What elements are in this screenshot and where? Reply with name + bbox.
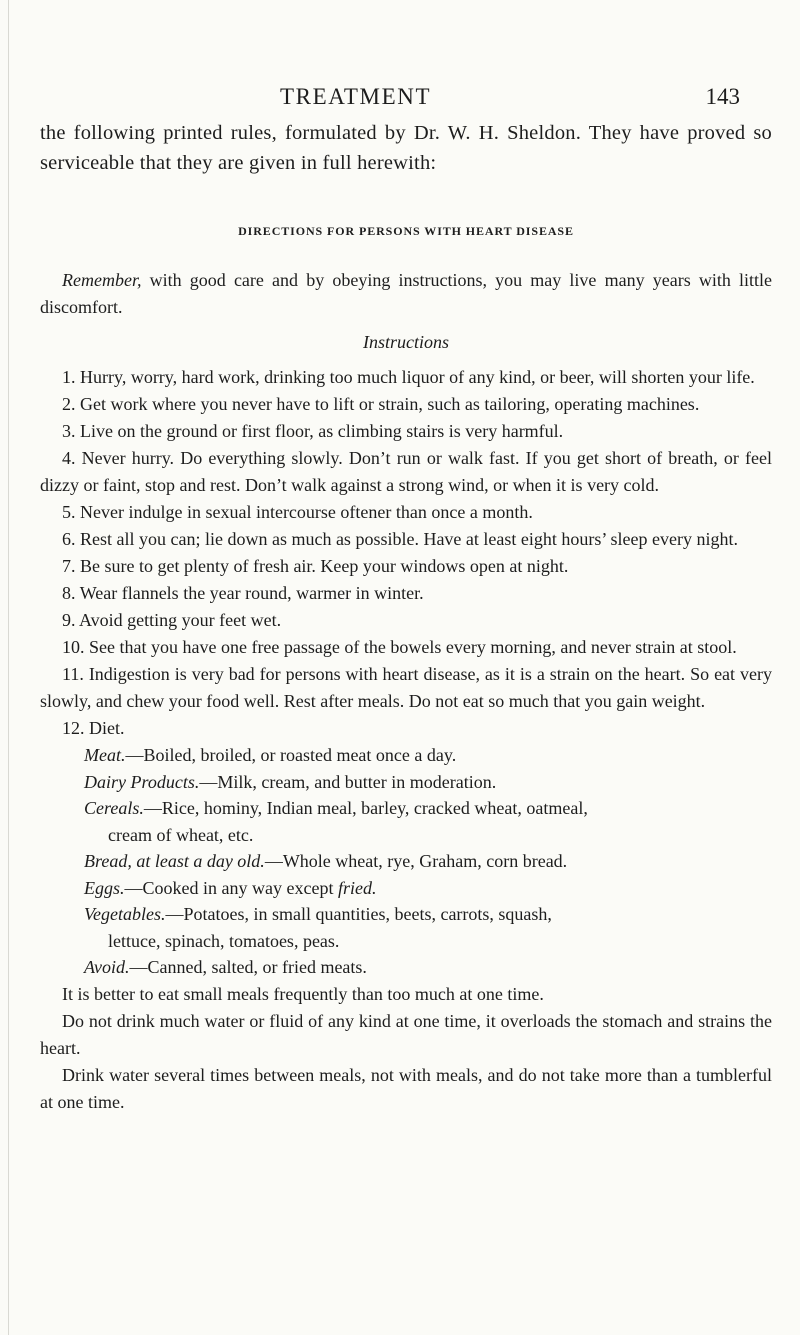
diet-text: —Cooked in any way except: [124, 877, 338, 898]
instructions-heading: Instructions: [362, 332, 449, 352]
item-number: 2.: [62, 394, 76, 414]
item-text: Hurry, worry, hard work, drinking too much liquor of any kind, or beer, will shorten your life.: [80, 367, 755, 387]
directions-title: DIRECTIONS FOR PERSONS WITH HEART DISEASE: [238, 224, 574, 238]
instruction-item: [40, 634, 772, 661]
item-number: 4.: [62, 448, 76, 468]
item-text: Avoid getting your feet wet.: [79, 610, 282, 630]
diet-label: Meat.: [84, 745, 126, 765]
diet-text: —Rice, hominy, Indian meal, barley, cracked wheat, oatmeal,: [143, 798, 588, 818]
diet-label: Cereals.: [84, 798, 144, 818]
diet-emphasis: fried.: [337, 877, 377, 898]
instruction-item: [40, 499, 772, 526]
item-text: Never indulge in sexual intercourse oftener than once a month.: [80, 502, 533, 522]
diet-entry: [40, 954, 772, 981]
item-number: 7.: [62, 556, 76, 576]
instruction-item: [40, 580, 772, 607]
item-text: Rest all you can; lie down as much as possible. Have at least eight hours’ sleep every night.: [80, 529, 739, 549]
item-number: 3.: [62, 421, 76, 441]
instruction-item: [40, 418, 772, 445]
closing-paragraph: Drink water several times between meals, not with meals, and do not take more than a tumblerful at one time.: [40, 1064, 772, 1112]
instruction-item: [40, 445, 772, 499]
instruction-item: [40, 607, 772, 634]
instruction-list: [40, 364, 772, 742]
closing-paragraph: It is better to eat small meals frequently than too much at one time.: [62, 983, 544, 1004]
diet-entry: [40, 742, 772, 769]
item-number: 1.: [62, 367, 76, 387]
diet-text: —Milk, cream, and butter in moderation.: [199, 771, 497, 792]
page-header: [0, 84, 800, 114]
instruction-item: [40, 364, 772, 391]
closing-paragraph: Do not drink much water or fluid of any kind at one time, it overloads the stomach and strains the heart.: [40, 1010, 772, 1058]
item-text: Never hurry. Do everything slowly. Don’t run or walk fast. If you get short of breath, or feel dizzy or faint, stop and rest. Don’t walk against a strong wind, or when it is very cold.: [40, 448, 773, 495]
item-text: Wear flannels the year round, warmer in winter.: [79, 583, 424, 603]
item-number: 5.: [62, 502, 76, 522]
diet-text: —Whole wheat, rye, Graham, corn bread.: [264, 851, 568, 871]
diet-label: Avoid.: [84, 957, 130, 977]
item-number: 6.: [62, 529, 76, 549]
diet-entry: [40, 901, 772, 954]
diet-label: Dairy Products.: [84, 771, 200, 792]
item-number: 9.: [62, 610, 76, 630]
running-title: TREATMENT: [280, 84, 432, 109]
diet-text: —Canned, salted, or fried meats.: [129, 957, 367, 977]
diet-continuation: lettuce, spinach, tomatoes, peas.: [108, 930, 340, 951]
instruction-item: [40, 553, 772, 580]
instruction-item: [40, 715, 772, 742]
diet-entry: [40, 769, 772, 796]
item-number: 12.: [62, 718, 85, 738]
page-number: 143: [705, 84, 740, 109]
page-edge-line: [8, 0, 9, 1335]
diet-continuation: cream of wheat, etc.: [108, 824, 254, 845]
diet-label: Eggs.: [84, 877, 125, 898]
diet-entry: [40, 795, 772, 848]
diet-list: [40, 742, 772, 981]
remember-text: with good care and by obeying instructions, you may live many years with little discomfort.: [40, 270, 772, 317]
closing-advice: [40, 981, 772, 1116]
diet-label: Bread, at least a day old.: [84, 851, 265, 871]
item-text: Get work where you never have to lift or strain, such as tailoring, operating machines.: [80, 394, 700, 414]
item-text: Indigestion is very bad for persons with heart disease, as it is a strain on the heart. So eat very slowly, and chew your food well. Rest after meals. Do not eat so much that you gain weight.: [40, 664, 772, 711]
diet-label: Vegetables.: [84, 904, 166, 924]
diet-entry: [40, 848, 772, 875]
item-text: Diet.: [89, 718, 125, 738]
item-text: See that you have one free passage of the bowels every morning, and never strain at stool.: [89, 637, 737, 657]
diet-text: —Boiled, broiled, or roasted meat once a day.: [125, 745, 457, 765]
diet-text: —Potatoes, in small quantities, beets, carrots, squash,: [165, 904, 552, 924]
instruction-item: [40, 661, 772, 715]
item-number: 8.: [62, 583, 76, 603]
item-text: Be sure to get plenty of fresh air. Keep your windows open at night.: [80, 556, 569, 576]
remember-lead: Remember,: [62, 270, 142, 290]
item-number: 11.: [62, 664, 84, 684]
intro-paragraph: the following printed rules, formulated by Dr. W. H. Sheldon. They have proved so serviceable that they are given in full herewith:: [40, 122, 772, 174]
diet-entry: [40, 875, 772, 902]
item-number: 10.: [62, 637, 85, 657]
remember-paragraph: [40, 267, 772, 321]
instruction-item: [40, 526, 772, 553]
item-text: Live on the ground or first floor, as climbing stairs is very harmful.: [80, 421, 564, 441]
instruction-item: [40, 391, 772, 418]
page-content: [40, 118, 772, 1116]
